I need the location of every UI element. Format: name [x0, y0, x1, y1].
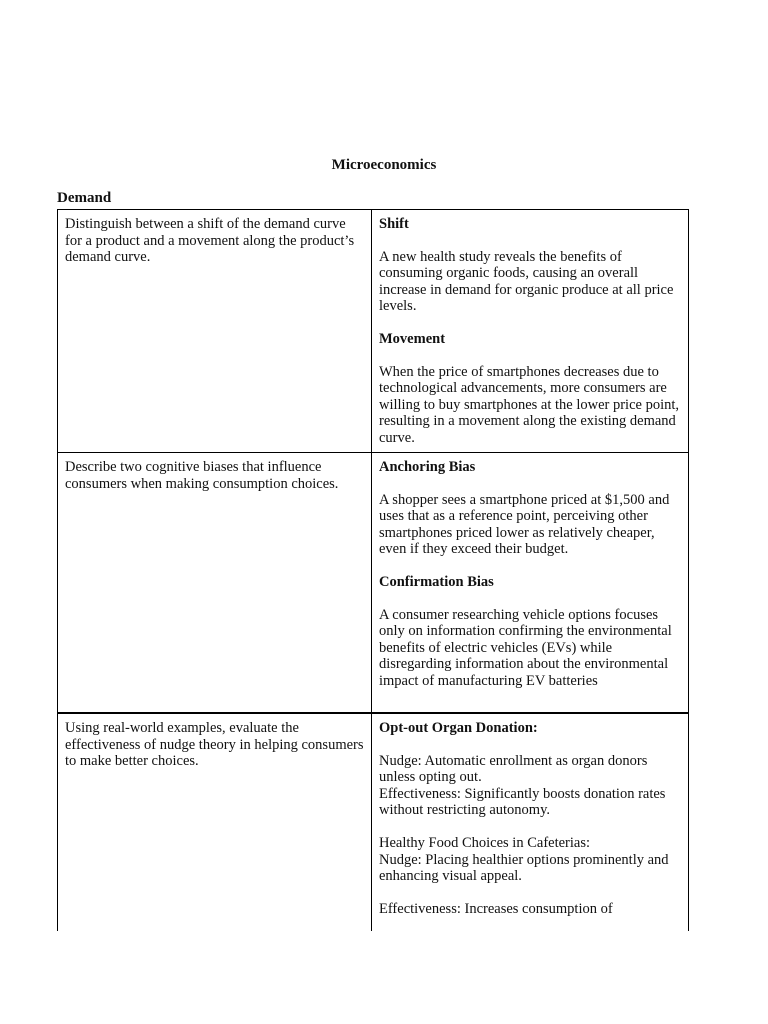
question-text: Distinguish between a shift of the demand curve for a product and a movement along the product’s demand curve.	[65, 216, 355, 266]
answer-text: A new health study reveals the benefits of consuming organic foods, causing an overall increase in demand for organic produce at all price levels.	[379, 248, 674, 315]
question-text: Using real-world examples, evaluate the effectiveness of nudge theory in helping consumers to make better choices.	[65, 720, 364, 770]
answer-cell	[372, 210, 688, 452]
answer-text: Effectiveness: Increases consumption of	[379, 900, 613, 917]
answer-text: Effectiveness: Significantly boosts donation rates without restricting autonomy.	[379, 785, 666, 819]
answer-text: A shopper sees a smartphone priced at $1,500 and uses that as a reference point, perceiving other smartphones priced lower as relatively cheaper, even if they exceed their budget.	[379, 491, 670, 558]
question-text: Describe two cognitive biases that influence consumers when making consumption choices.	[65, 459, 339, 492]
answer-heading: Shift	[379, 216, 409, 232]
answer-text: A consumer researching vehicle options focuses only on information confirming the environmental benefits of electric vehicles (EVs) while disregarding information about the environmental impact of manufacturing EV batteries	[379, 606, 672, 689]
section-title: Demand	[57, 190, 112, 206]
question-cell	[58, 210, 372, 452]
table-row	[58, 714, 688, 931]
document-title: Microeconomics	[331, 157, 437, 173]
answer-heading: Confirmation Bias	[379, 573, 494, 590]
answer-heading: Opt-out Organ Donation:	[379, 720, 538, 736]
answer-cell	[372, 453, 688, 712]
answer-subheading: Healthy Food Choices in Cafeterias:	[379, 834, 591, 851]
answer-heading: Movement	[379, 330, 446, 347]
question-cell	[58, 714, 372, 931]
table-row	[58, 210, 688, 453]
table-row	[58, 453, 688, 714]
answer-text: When the price of smartphones decreases due to technological advancements, more consumers are willing to buy smartphones at the lower price point, resulting in a movement along the existing demand curve.	[379, 363, 680, 446]
answer-text: Nudge: Automatic enrollment as organ donors unless opting out.	[379, 752, 648, 786]
answer-heading: Anchoring Bias	[379, 459, 476, 475]
demand-table	[57, 209, 689, 931]
answer-cell	[372, 714, 688, 931]
answer-text: Nudge: Placing healthier options prominently and enhancing visual appeal.	[379, 851, 669, 885]
question-cell	[58, 453, 372, 712]
